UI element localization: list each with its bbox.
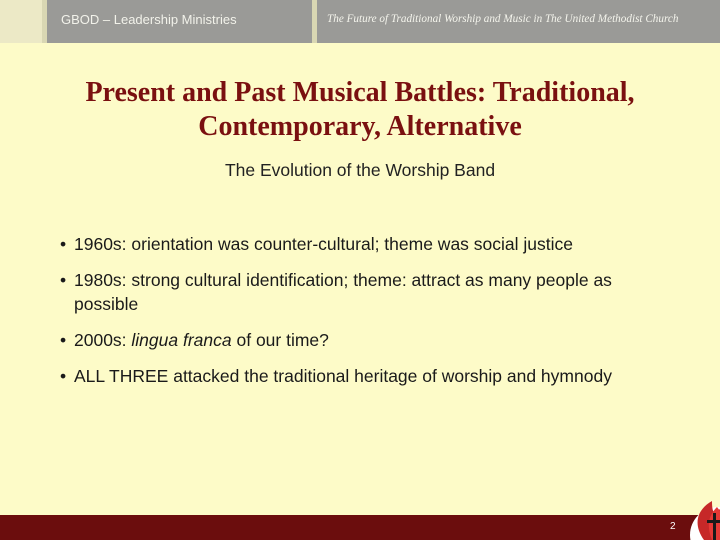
footer-bar <box>0 515 720 540</box>
cross-and-flame-icon <box>682 495 720 540</box>
bullet-text: ALL THREE attacked the traditional heritage of worship and hymnody <box>74 366 612 386</box>
bullet-item <box>60 364 670 388</box>
header-bar <box>0 0 720 43</box>
bullet-item <box>60 328 670 352</box>
bullet-text: 1960s: orientation was counter-cultural; theme was social justice <box>74 234 573 254</box>
bullet-list <box>60 232 670 400</box>
header-left-block <box>0 0 42 43</box>
slide-title: Present and Past Musical Battles: Traditional, Contemporary, Alternative <box>85 77 635 142</box>
slide-subtitle: The Evolution of the Worship Band <box>224 160 496 180</box>
bullet-text-suffix: of our time? <box>231 330 329 350</box>
bullet-text: 1980s: strong cultural identification; theme: attract as many people as possible <box>74 270 612 314</box>
bullet-text-emphasis: lingua franca <box>131 330 232 350</box>
bullet-item <box>60 232 670 256</box>
bullet-text-prefix: 2000s: <box>74 330 132 350</box>
bullet-item <box>60 268 670 316</box>
header-organization-name: GBOD – Leadership Ministries <box>61 12 237 27</box>
page-number: 2 <box>670 521 676 532</box>
header-presentation-title: The Future of Traditional Worship and Music in The United Methodist Church <box>327 13 679 25</box>
